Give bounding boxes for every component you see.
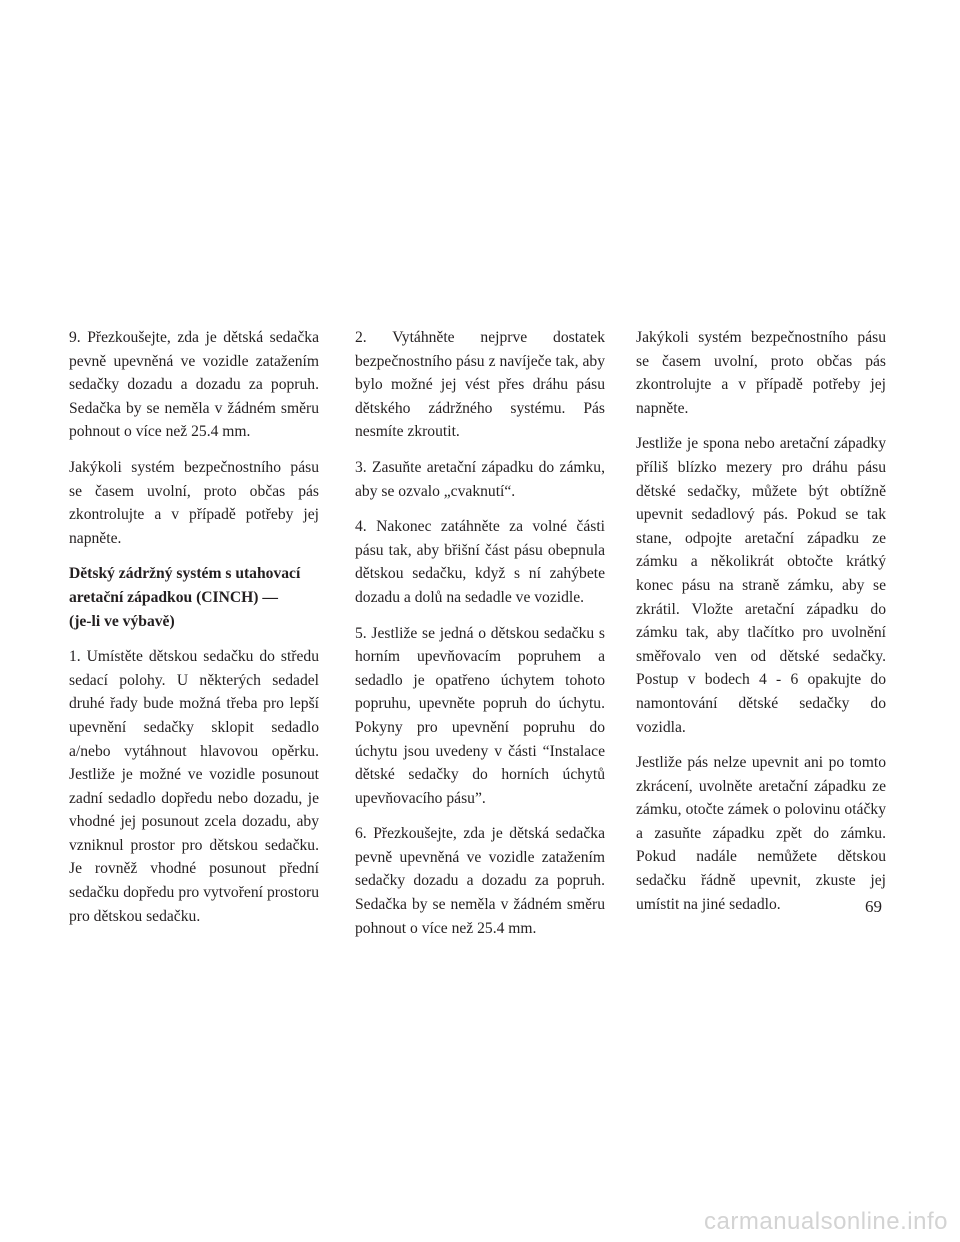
column-middle bbox=[355, 326, 605, 952]
page-number: 69 bbox=[865, 897, 882, 916]
column-left bbox=[69, 326, 319, 940]
paragraph-step-4: 4. Nakonec zatáhněte za volné části pásu tak, aby břišní část pásu obepnula dětskou sedačku, když s ní zahýbete dozadu a dolů na sedadle ve vozidle. bbox=[355, 518, 605, 606]
paragraph-belt-loosen-note: Jakýkoli systém bezpečnostního pásu se časem uvolní, proto občas pás zkontrolujte a v případě potřeby jej napněte. bbox=[69, 458, 319, 547]
paragraph-step-1: 1. Umístěte dětskou sedačku do středu sedací polohy. U některých sedadel druhé řady bude možná třeba pro lepší upevnění sedačky sklopit sedadlo a/nebo vytáhnout hlavovou opěrku. Jestliže je možné ve vozidle posunout zadní sedadlo dopředu nebo dozadu, je vhodné jej posunout zcela dozadu, aby vzniknul prostor pro dětskou sedačku. Je rovněž vhodné posunout přední sedačku dopředu pro vytvoření prostoru pro dětskou sedačku. bbox=[69, 648, 319, 925]
paragraph-buckle-too-close: Jestliže je spona nebo aretační západky příliš blízko mezery pro dráhu pásu dětské sedačky, můžete být obtížně upevnit sedadlový pás. Pokud se tak stane, odpojte aretační západku ze zámku a několikrát obtočte krátký konec pásu na straně zámku, aby se zkrátil. Vložte aretační západku do zámku tak, aby tlačítko pro uvolnění směřovalo ven od dětské sedačky. Postup v bodech 4 - 6 opakujte do namontování dětské sedačky do vozidla. bbox=[636, 435, 886, 736]
paragraph-step-5: 5. Jestliže se jedná o dětskou sedačku s horním upevňovacím popruhem a sedadlo je opatřeno úchytem tohoto popruhu, upevněte popruh do úchytu. Pokyny pro upevnění popruhu do úchytu jsou uvedeny v části “Instalace dětské sedačky do horních úchytů upevňovacího pásu”. bbox=[355, 624, 605, 807]
section-heading-line-1: Dětský zádržný systém s utahovací bbox=[69, 565, 301, 583]
section-heading-line-3: (je-li ve výbavě) bbox=[69, 612, 175, 630]
section-heading bbox=[69, 562, 319, 633]
paragraph-step-6: 6. Přezkoušejte, zda je dětská sedačka pevně upevněná ve vozidle zatažením sedačky dozadu a dozadu za popruh. Sedačka by se neměla v žádném směru pohnout o více než 25.4 mm. bbox=[355, 825, 605, 937]
paragraph-belt-cannot-fasten: Jestliže pás nelze upevnit ani po tomto zkrácení, uvolněte aretační západku ze zámku, otočte zámek o polovinu otáčky a zasuňte západku zpět do zámku. Pokud nadále nemůžete dětskou sedačku řádně upevnit, zkuste jej umístit na jiné sedadlo. bbox=[636, 754, 886, 913]
paragraph-belt-loosen-note-2: Jakýkoli systém bezpečnostního pásu se časem uvolní, proto občas pás zkontrolujte a v případě potřeby jej napněte. bbox=[636, 329, 886, 417]
paragraph-step-2: 2. Vytáhněte nejprve dostatek bezpečnostního pásu z navíječe tak, aby bylo možné jej vést přes dráhu pásu dětského zádržného systému. Pás nesmíte zkroutit. bbox=[355, 329, 605, 441]
paragraph-step-3: 3. Zasuňte aretační západku do zámku, aby se ozvalo „cvaknutí“. bbox=[355, 458, 605, 500]
section-heading-line-2: aretační západkou (CINCH) — bbox=[69, 588, 278, 606]
watermark: carmanualsonline.info bbox=[704, 1208, 948, 1235]
column-right bbox=[636, 326, 886, 928]
paragraph-step-9: 9. Přezkoušejte, zda je dětská sedačka pevně upevněná ve vozidle zatažením sedačky dozadu a dozadu za popruh. Sedačka by se neměla v žádném směru pohnout o více než 25.4 mm. bbox=[69, 329, 319, 441]
